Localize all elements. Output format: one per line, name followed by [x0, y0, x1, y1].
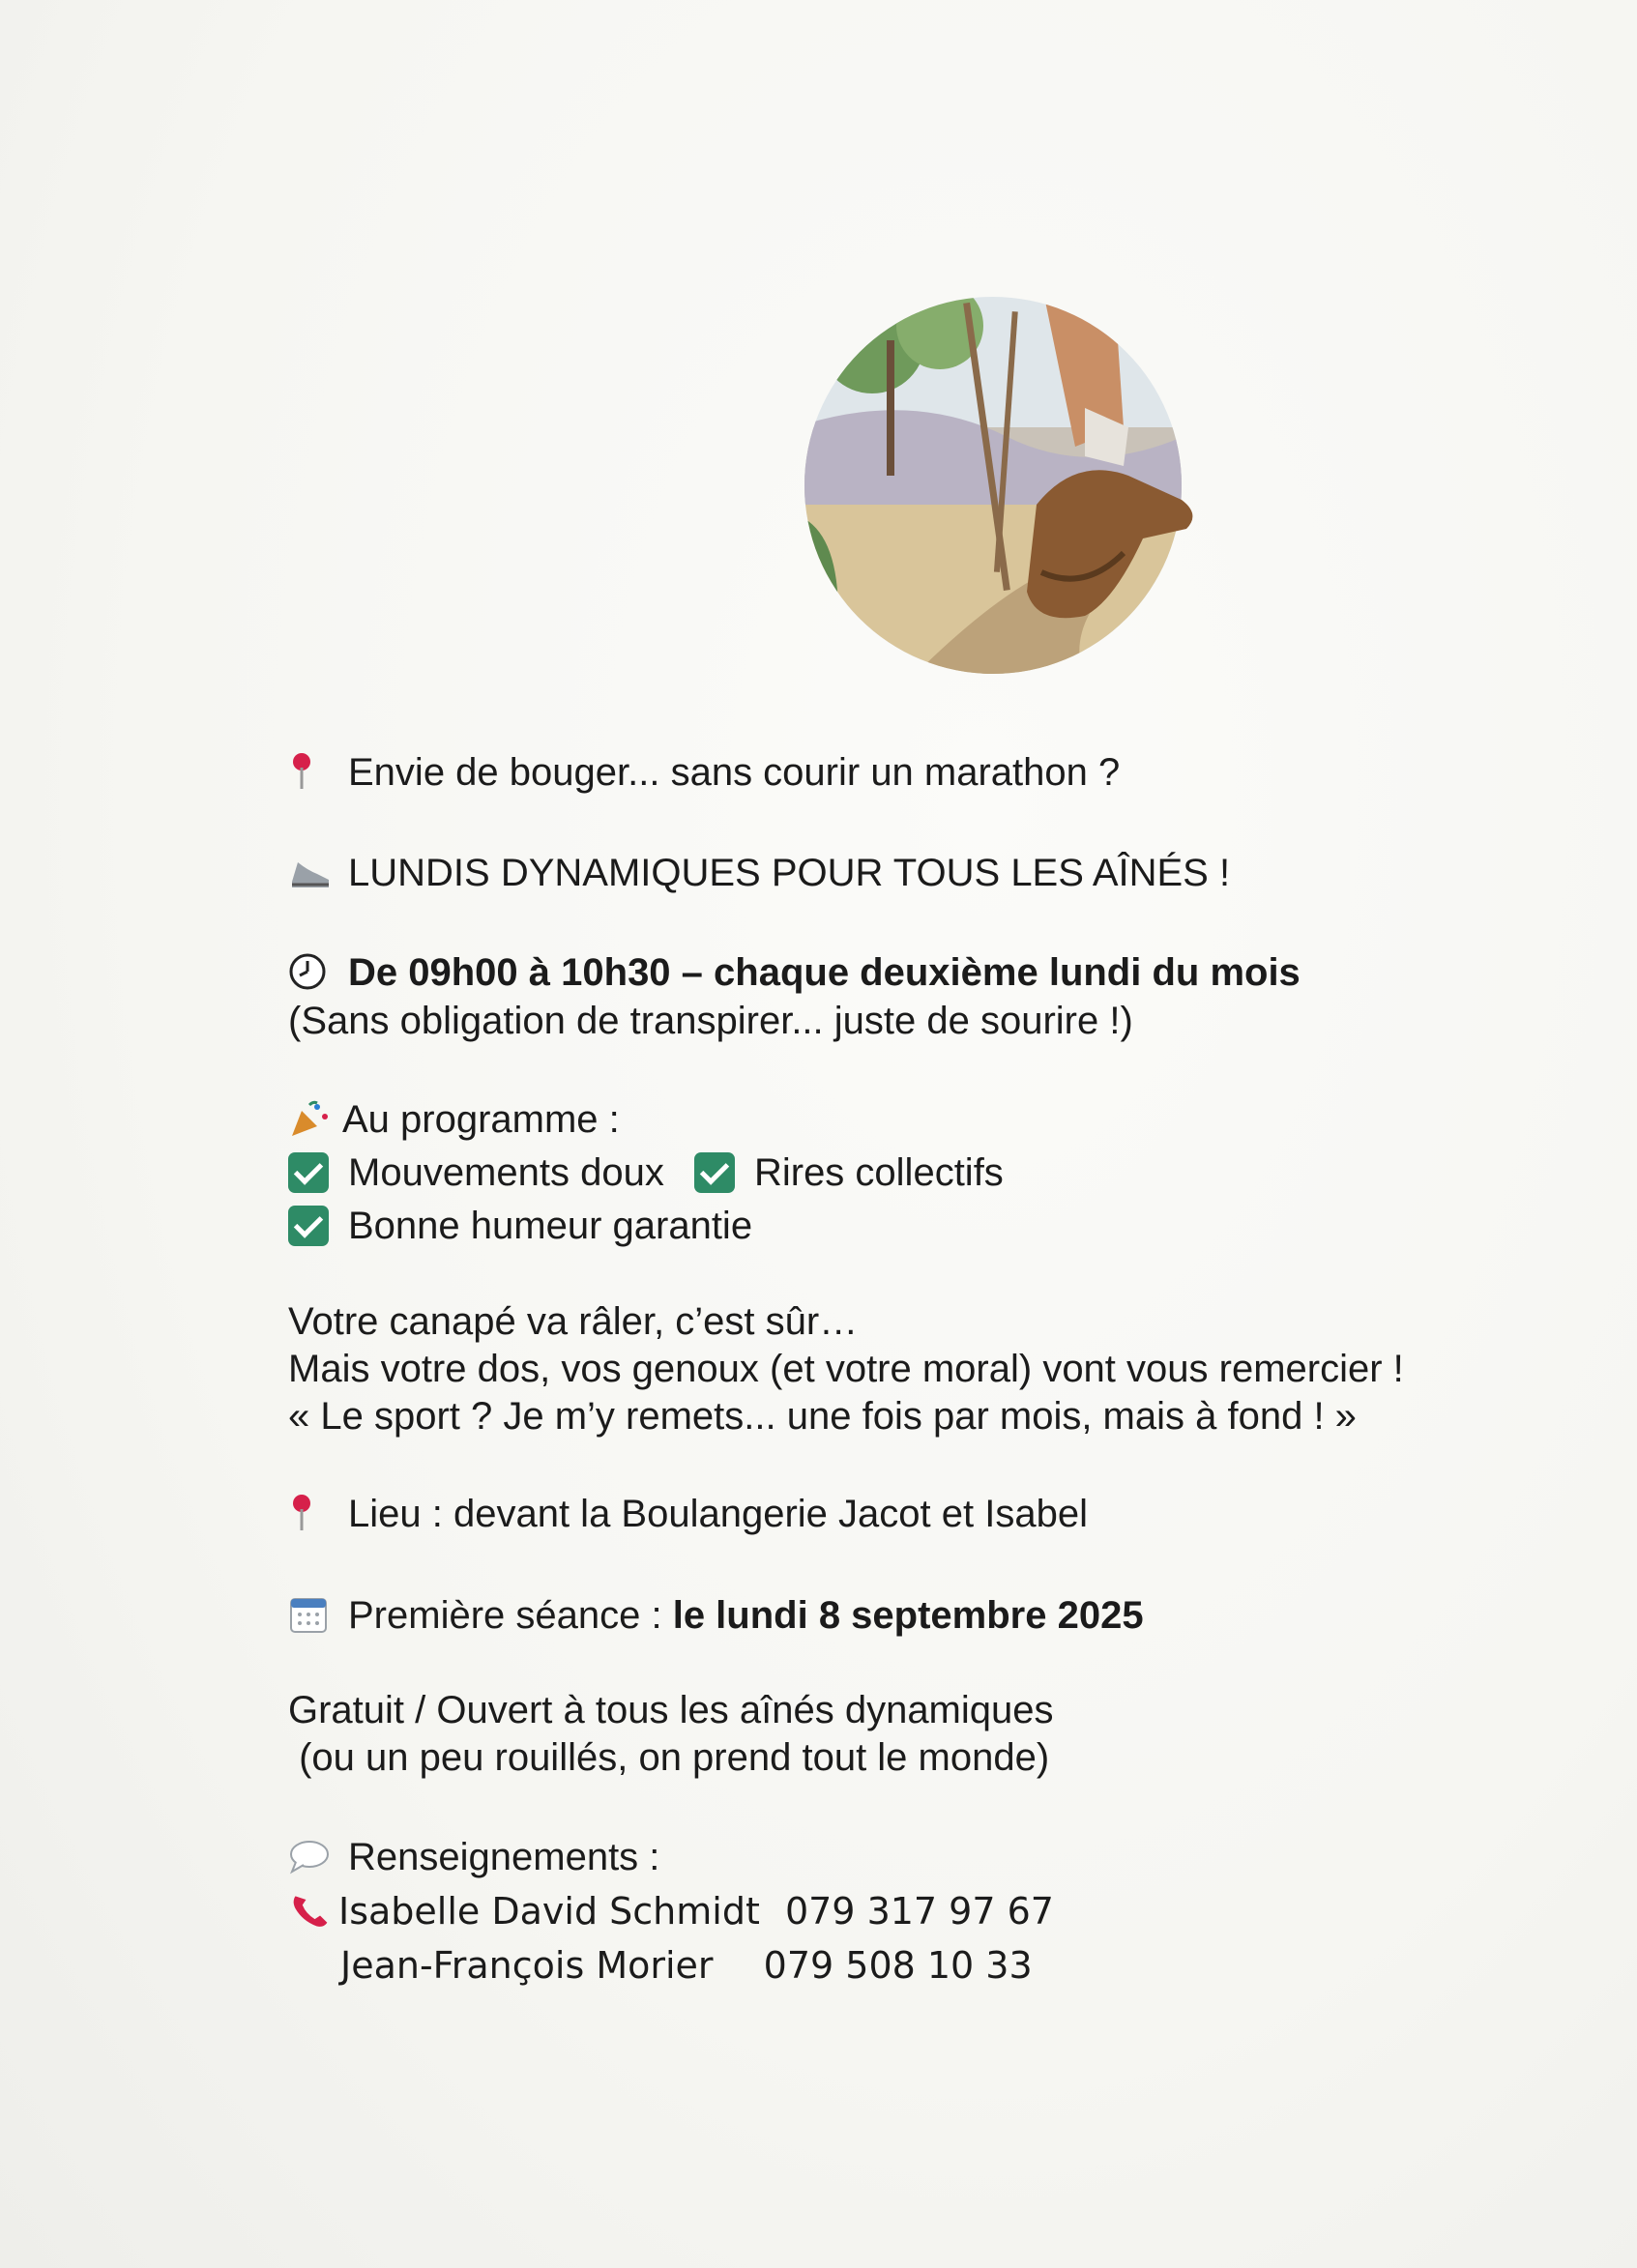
hiking-boot-illustration — [795, 282, 1220, 679]
clock-icon — [288, 952, 333, 991]
body-line: Mais votre dos, vos genoux (et votre moral) vont vous remercier ! — [288, 1348, 1404, 1390]
location-line — [288, 1491, 1088, 1537]
schedule-time-line — [288, 949, 1301, 996]
contact-name: Isabelle David Schmidt — [338, 1890, 760, 1933]
program-title: Au programme : — [342, 1098, 620, 1141]
pushpin-icon — [288, 752, 333, 791]
access-line: (ou un peu rouillés, on prend tout le monde) — [288, 1736, 1050, 1779]
first-session-date: le lundi 8 septembre 2025 — [672, 1594, 1144, 1637]
calendar-icon — [288, 1595, 333, 1634]
schedule-time: De 09h00 à 10h30 – chaque deuxième lundi du mois — [348, 951, 1301, 994]
contact-phone: 079 317 97 67 — [784, 1890, 1054, 1933]
program-items-row-2 — [288, 1203, 752, 1249]
location-text: Lieu : devant la Boulangerie Jacot et Isabel — [348, 1493, 1088, 1535]
intro-text: Envie de bouger... sans courir un marathon ? — [348, 751, 1121, 794]
sneaker-icon — [288, 853, 333, 891]
headline-text: LUNDIS DYNAMIQUES POUR TOUS LES AÎNÉS ! — [348, 852, 1231, 894]
program-items-row-1 — [288, 1149, 1004, 1196]
first-session-label: Première séance : — [348, 1594, 673, 1637]
party-popper-icon — [288, 1099, 333, 1138]
headline-line — [288, 850, 1230, 896]
phone-icon — [290, 1891, 331, 1930]
program-item: Rires collectifs — [753, 1151, 1004, 1194]
contact-phone: 079 508 10 33 — [763, 1944, 1033, 1987]
checkbox-icon — [288, 1152, 329, 1193]
checkbox-icon — [288, 1206, 329, 1246]
program-item: Mouvements doux — [348, 1151, 664, 1194]
access-line: Gratuit / Ouvert à tous les aînés dynamiques — [288, 1689, 1054, 1731]
schedule-note: (Sans obligation de transpirer... juste de sourire !) — [288, 1000, 1133, 1042]
first-session-line — [288, 1592, 1144, 1639]
pushpin-icon — [288, 1494, 333, 1532]
body-line: Votre canapé va râler, c’est sûr… — [288, 1300, 859, 1343]
contact-row — [290, 1888, 1054, 1934]
intro-line — [288, 749, 1120, 796]
contact-row — [340, 1942, 1033, 1989]
speech-bubble-icon — [288, 1837, 333, 1875]
program-title-line — [288, 1096, 620, 1143]
program-item: Bonne humeur garantie — [348, 1205, 753, 1247]
info-title: Renseignements : — [348, 1836, 660, 1878]
checkbox-icon — [694, 1152, 735, 1193]
contact-name: Jean-François Morier — [340, 1944, 714, 1987]
info-title-line — [288, 1834, 659, 1880]
body-line: « Le sport ? Je m’y remets... une fois par mois, mais à fond ! » — [288, 1395, 1357, 1438]
